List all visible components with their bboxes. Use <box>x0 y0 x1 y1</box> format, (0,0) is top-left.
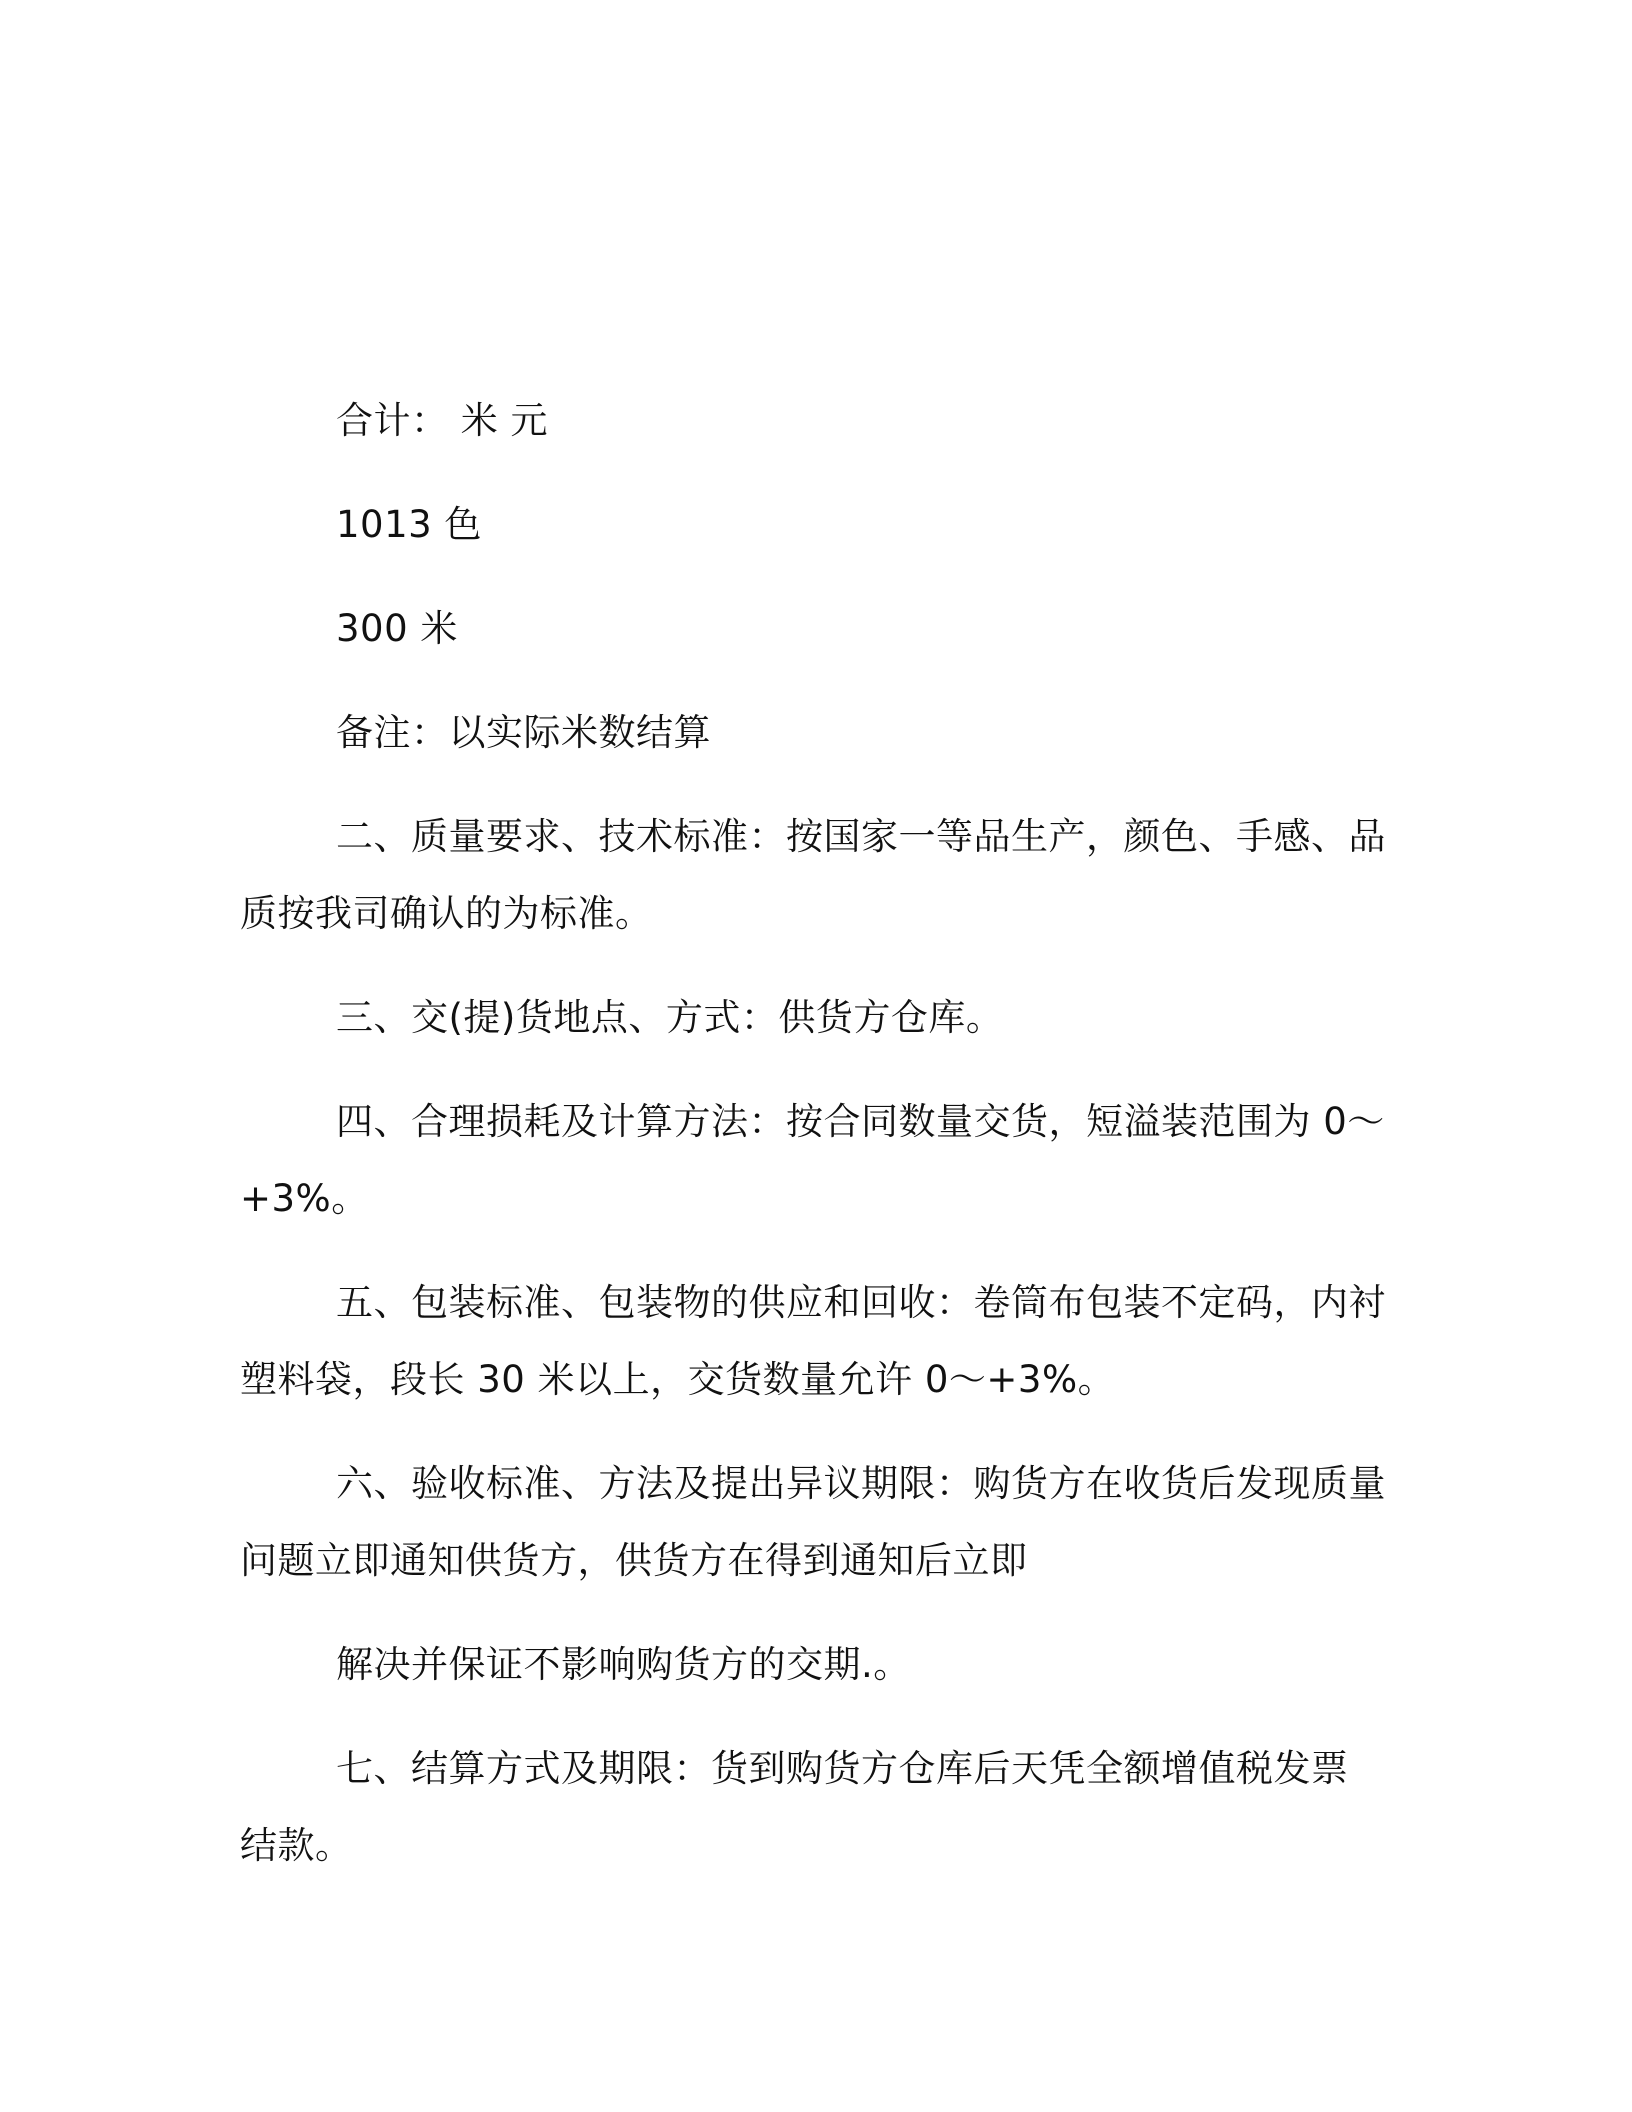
clause-quality: 二、质量要求、技术标准：按国家一等品生产，颜色、手感、品质按我司确认的为标准。 <box>240 815 1386 935</box>
color-line: 1013 色 <box>336 503 482 546</box>
clause-loss: 四、合理损耗及计算方法：按合同数量交货，短溢装范围为 0～+3%。 <box>240 1100 1385 1220</box>
clause-acceptance: 六、验收标准、方法及提出异议期限：购货方在收货后发现质量问题立即通知供货方，供货方在得到通知后立即 <box>240 1462 1386 1582</box>
clause-packaging: 五、包装标准、包装物的供应和回收：卷筒布包装不定码，内衬塑料袋，段长 30 米以上，交货数量允许 0～+3%。 <box>240 1281 1386 1401</box>
clause-acceptance-continued: 解决并保证不影响购货方的交期.。 <box>336 1643 911 1686</box>
quantity-line: 300 米 <box>336 607 458 650</box>
remark-line: 备注：以实际米数结算 <box>336 711 711 754</box>
clause-settlement: 七、结算方式及期限：货到购货方仓库后天凭全额增值税发票 结款。 <box>240 1747 1349 1867</box>
document-body <box>240 382 1390 1911</box>
clause-delivery: 三、交(提)货地点、方式：供货方仓库。 <box>336 996 1004 1039</box>
total-line: 合计： 米 元 <box>336 399 549 442</box>
